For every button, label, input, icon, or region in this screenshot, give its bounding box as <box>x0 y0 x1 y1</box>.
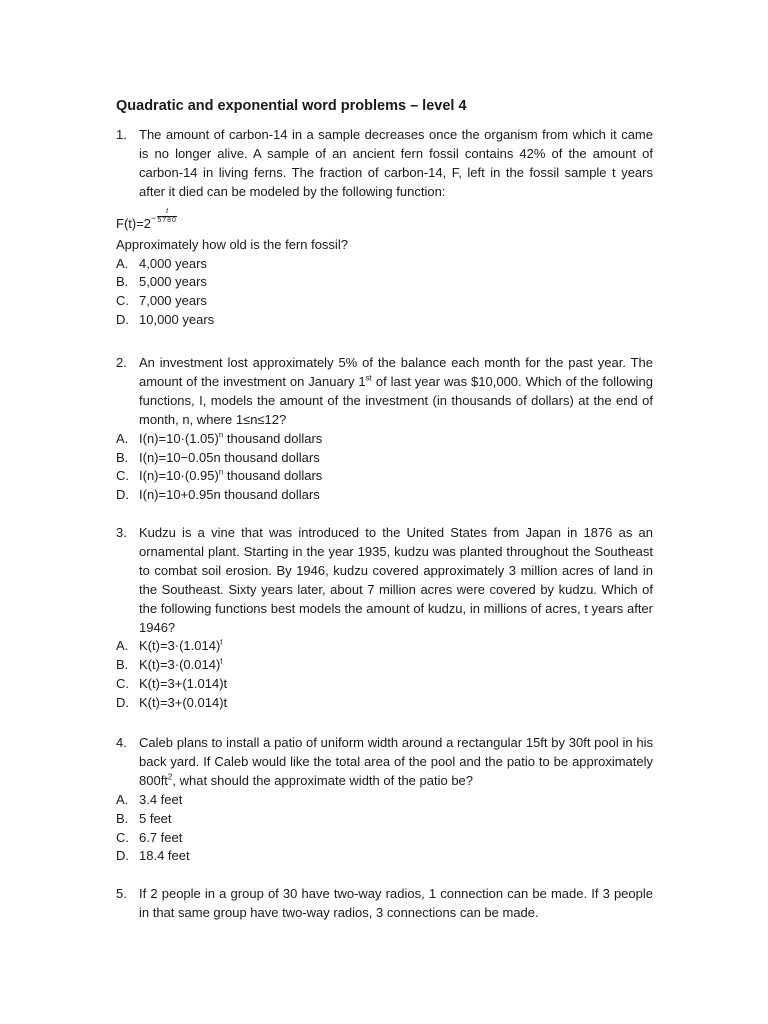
fraction-numerator: t <box>166 207 169 215</box>
question-text: Kudzu is a vine that was introduced to the United States from Japan in 1876 as an ornamental plant. Starting in the year 1935, kudzu was planted throughout the Southeast to combat soil erosion. By 1946, kudzu covered approximately 3 million acres of land in the Southeast. Sixty years later, about 7 million acres were covered by kudzu. Which of the following functions best models the amount of kudzu, in millions of acres, t years after 1946? <box>139 525 653 635</box>
option-b[interactable]: B. $K(t)=3\cdot(0.014)^t$ <box>116 657 223 673</box>
question-number: 4. <box>116 735 127 750</box>
option-d[interactable]: D. I(n)=10+0.95n thousand dollars <box>116 487 320 503</box>
question-text: Caleb plans to install a patio of uniform width around a rectangular 15ft by 30ft pool in his back yard. If Caleb would like the total area of the pool and the patio to be approximately $800ft^2$, what should the approximate width of the patio be? <box>139 735 653 788</box>
formula <box>116 208 653 234</box>
formula-base: F(t)=2 <box>116 215 152 231</box>
option-d[interactable]: D. K(t)=3+(0.014)t <box>116 695 228 711</box>
option-a[interactable]: A. 4,000 years <box>116 255 207 271</box>
question-prompt: Approximately how old is the fern fossil? <box>116 236 348 252</box>
question-number: 2. <box>116 355 127 370</box>
question-text: If 2 people in a group of 30 have two-way radios, 1 connection can be made. If 3 people in that same group have two-way radios, 3 connections can be made. <box>139 886 653 920</box>
question-number: 3. <box>116 525 127 540</box>
question-number: 5. <box>116 886 127 901</box>
question-3 <box>116 524 653 713</box>
question-2 <box>116 354 653 505</box>
question-1 <box>116 126 653 330</box>
option-d[interactable]: D. 10,000 years <box>116 312 215 328</box>
question-text: An investment lost approximately 5% of the balance each month for the past year. The amount of the investment on January 1st of last year was $10,000. Which of the following functions, I, models the amount of the investment (in thousands of dollars) at the end of month, n, where 1≤n≤12? <box>139 355 653 427</box>
page-title: Quadratic and exponential word problems – level 4 <box>116 98 467 114</box>
option-a[interactable]: A. 3.4 feet <box>116 791 183 807</box>
option-a[interactable]: A. $I(n)=10\cdot(1.05)^n$ thousand dollars <box>116 430 323 446</box>
option-c[interactable]: C. K(t)=3+(1.014)t <box>116 676 228 692</box>
option-b[interactable]: B. 5 feet <box>116 810 172 826</box>
option-c[interactable]: C. 7,000 years <box>116 293 207 309</box>
option-b[interactable]: B. I(n)=10−0.05n thousand dollars <box>116 449 320 465</box>
option-d[interactable]: D. 18.4 feet <box>116 848 190 864</box>
option-c[interactable]: C. $I(n)=10\cdot(0.95)^n$ thousand dollars <box>116 468 323 484</box>
option-b[interactable]: B. 5,000 years <box>116 274 207 290</box>
option-a[interactable]: A. $K(t)=3\cdot(1.014)^t$ <box>116 638 223 654</box>
formula-exponent-fraction <box>157 208 177 225</box>
question-text: The amount of carbon-14 in a sample decreases once the organism from which it came is no longer alive. A sample of an ancient fern fossil contains 42% of the amount of carbon-14 in living ferns. The fraction of carbon-14, F, left in the fossil sample t years after it died can be modeled by the following function: <box>139 127 653 199</box>
fraction-denominator: 5780 <box>157 216 177 224</box>
option-c[interactable]: C. 6.7 feet <box>116 829 183 845</box>
question-4 <box>116 734 653 866</box>
question-5 <box>116 885 653 923</box>
question-number: 1. <box>116 127 127 142</box>
formula-exponent-sign: − <box>151 212 157 223</box>
